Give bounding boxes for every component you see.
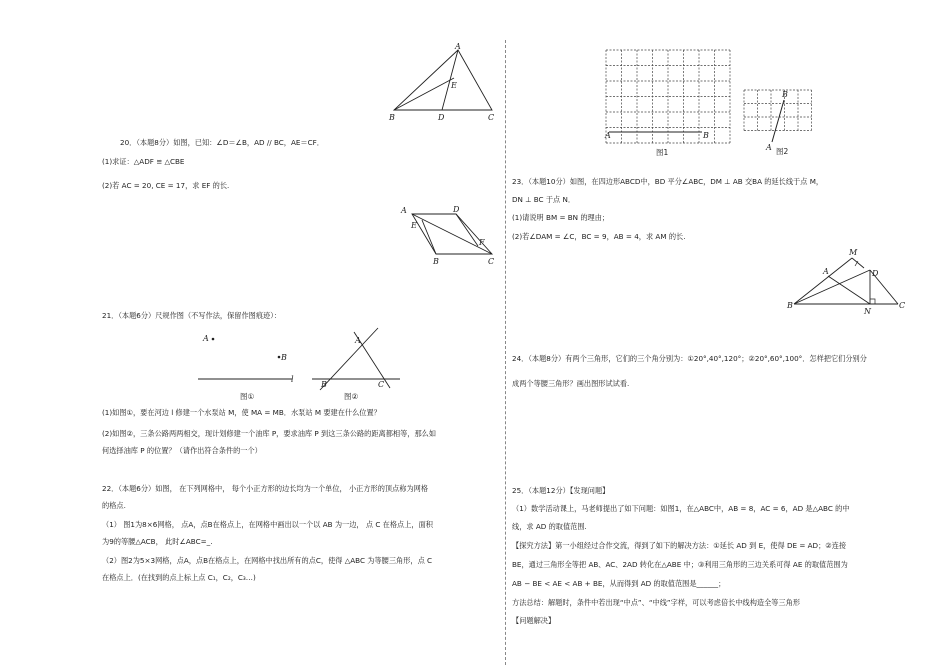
q20-part1: (1)求证：△ADF ≌ △CBE [102, 157, 185, 166]
grid-figure-2 [742, 88, 812, 158]
q23-part2: (2)若∠DAM = ∠C，BC = 9，AB = 4，求 AM 的长. [512, 232, 686, 241]
top-triangle-figure [388, 44, 498, 120]
q25-line3: 【探究方法】第一小组经过合作交流，得到了如下的解决方法：①延长 AD 到 E，使得 DE = AD；②连接 [512, 541, 847, 550]
q21-figure-1 [196, 330, 306, 400]
q21-head: 21．（本题6分）尺规作图（不写作法，保留作图痕迹）： [102, 311, 282, 320]
fig-label: C [488, 113, 495, 122]
fig-label: A [203, 334, 209, 343]
fig-label: E [411, 221, 417, 230]
q21-figure-2 [306, 324, 406, 400]
q20-head: 20．（本题8分）如图，已知：∠D＝∠B，AD // BC，AE＝CF． [120, 138, 324, 147]
q22-head1: 22．（本题6分）如图， 在下列网格中， 每个小正方形的边长均为一个单位， 小正方形的顶点称为网格 [102, 484, 429, 493]
fig-label: B [389, 113, 395, 122]
fig-label: B [782, 90, 788, 99]
q22-head2: 的格点. [102, 501, 126, 510]
fig-label: D [438, 113, 445, 122]
q25-line1: （1）数学活动课上，马老师提出了如下问题：如图1，在△ABC中，AB = 8，AC = 6，AD 是△ABC 的中 [512, 504, 850, 513]
q24-line2: 成两个等腰三角形？画出图形试试看. [512, 379, 630, 388]
q22-part2b: 在格点上．(在找到的点上标上点 C₁，C₂，C₃…) [102, 573, 256, 582]
q20-figure [400, 204, 500, 266]
q25-line6: 方法总结：解题时，条件中若出现“中点”、“中线”字样，可以考虑倍长中线构造全等三角形 [512, 598, 801, 607]
fig-label: B [321, 380, 327, 389]
q22-part1a: （1） 图1为8×6网格， 点A，点B在格点上，在网格中画出以一个以 AB 为一边， 点 C 在格点上，面积 [102, 520, 433, 529]
fig-label: B [281, 353, 287, 362]
fig-label: C [488, 257, 495, 266]
fig-label: E [451, 81, 457, 90]
column-divider [505, 40, 506, 665]
fig-label: F [479, 238, 485, 247]
grid-figure-1 [604, 48, 734, 158]
q22-part1b: 为9的等腰△ACB， 此时∠ABC=_. [102, 537, 213, 546]
fig-label: A [401, 206, 407, 215]
grid1-caption: 图1 [656, 148, 669, 157]
grid2-caption: 图2 [776, 147, 789, 156]
q20-part2: (2)若 AC = 20, CE = 17，求 EF 的长. [102, 181, 230, 190]
fig-label: C [899, 301, 906, 310]
fig-label: A [605, 131, 611, 140]
fig-label: N [864, 307, 871, 316]
fig-label: B [433, 257, 439, 266]
q23-figure [786, 246, 910, 318]
q25-line2: 线，求 AD 的取值范围. [512, 522, 587, 531]
fig-label: l [291, 375, 294, 384]
q22-part2a: （2）图2为5×3网格，点A，点B在格点上，在网格中找出所有的点C，使得 △ABC 为等腰三角形，点 C [102, 556, 433, 565]
fig-label: D [872, 269, 879, 278]
q25-line5: AB − BE < AE < AB + BE，从而得到 AD 的取值范围是______； [512, 579, 726, 588]
fig-label: A [766, 143, 772, 152]
q24-line1: 24．（本题8分）有两个三角形，它们的三个角分别为：①20°,40°,120°；②20°,60°,100°．怎样把它们分别分 [512, 354, 867, 363]
q21-part1: (1)如图①，要在河边 l 修建一个水泵站 M，使 MA = MB．水泵站 M 要建在什么位置？ [102, 408, 381, 417]
fig-label: B [787, 301, 793, 310]
q23-head1: 23．（本题10分）如图，在四边形ABCD中，BD 平分∠ABC，DM ⊥ AB 交BA 的延长线于点 M， [512, 177, 824, 186]
fig-label: A [355, 336, 361, 345]
q25-head: 25．（本题12分）【发现问题】 [512, 486, 610, 495]
fig-label: B [703, 131, 709, 140]
fig2-caption: 图② [344, 392, 359, 401]
q21-part2b: 何选择油库 P 的位置？（请作出符合条件的一个） [102, 446, 262, 455]
q25-line4: BE，通过三角形全等把 AB、AC、2AD 转化在△ABE 中；③利用三角形的三边关系可得 AE 的取值范围为 [512, 560, 848, 569]
fig-label: M [849, 248, 858, 257]
fig-label: A [455, 42, 461, 51]
fig-label: A [823, 267, 829, 276]
q23-part1: (1)请说明 BM = BN 的理由； [512, 213, 610, 222]
fig-label: C [378, 380, 385, 389]
q21-part2a: (2)如图②，三条公路两两相交，现计划修建一个油库 P，要求油库 P 到这三条公路的距离都相等，那么如 [102, 429, 437, 438]
fig-label: D [453, 205, 460, 214]
fig1-caption: 图① [240, 392, 255, 401]
q23-head2: DN ⊥ BC 于点 N． [512, 195, 576, 204]
q25-line7: 【问题解决】 [512, 616, 556, 625]
